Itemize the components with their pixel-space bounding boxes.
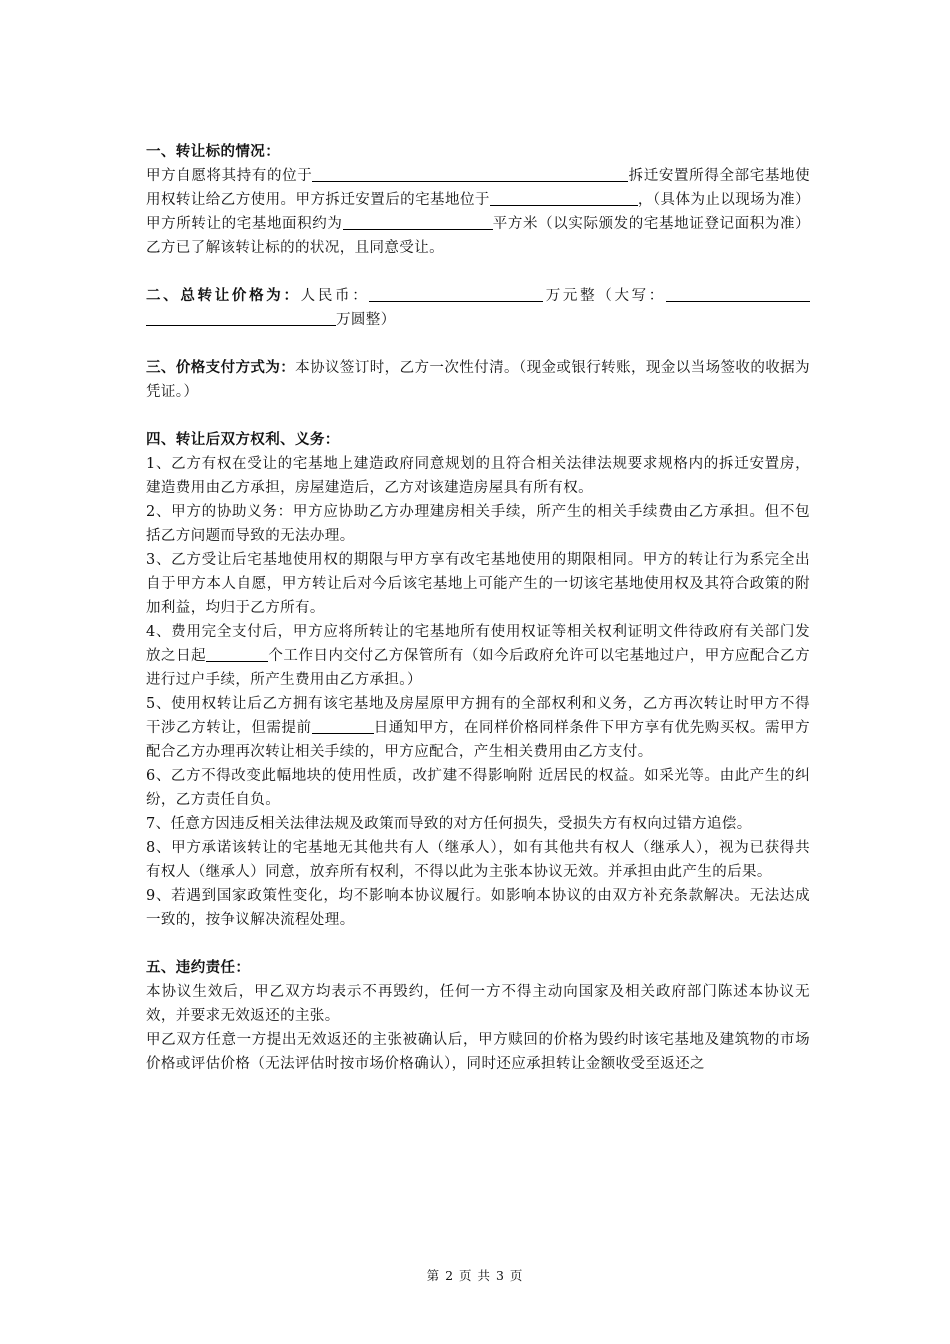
clause-8: 8、甲方承诺该转让的宅基地无其他共有人（继承人），如有其他共有权人（继承人），视为已获得共有权人（继承人）同意，放弃所有权利，不得以此为主张本协议无效。并承担由此产生的后果。 (146, 840, 810, 880)
section-1 (146, 140, 810, 260)
s3-text-1: 本协议签订时，乙方一次性付清。（现金或银行转账，现金以当场签收的收据为凭证。） (146, 360, 810, 400)
section-4 (146, 428, 810, 932)
s1-text-2: 拆迁安置所得全部宅基地使用权转让给乙方使用。甲方拆迁安置后的宅基地位于 (146, 168, 810, 208)
clause-2: 2、甲方的协助义务：甲方应协助乙方办理建房相关手续，所产生的相关手续费由乙方承担。但不包括乙方问题而导致的无法办理。 (146, 504, 810, 544)
clause-4-text-a: 4、费用完全支付后，甲方应将所转让的宅基地所有使用权证等相关权利证明文件待政府有关部门发放之日起 (146, 624, 810, 664)
area-blank (343, 213, 493, 230)
section-2-body (146, 284, 810, 332)
section-5-para-2: 甲乙双方任意一方提出无效返还的主张被确认后，甲方赎回的价格为毁约时该宅基地及建筑物的市场价格或评估价格（无法评估时按市场价格确认），同时还应承担转让金额收受至返还之 (146, 1032, 810, 1072)
s2-text-3: 万圆整） (336, 312, 396, 328)
s2-text-2: 万元整（大写： (543, 288, 666, 304)
s1-text-3: ，（具体为止以现场为准）甲方所转让的宅基地面积约为 (146, 192, 810, 232)
notice-days-blank (312, 717, 374, 734)
s2-text-1: 人民币： (300, 288, 370, 304)
clause-5 (146, 692, 810, 764)
section-3-body (146, 356, 810, 404)
clause-6: 6、乙方不得改变此幅地块的使用性质，改扩建不得影响附 近居民的权益。如采光等。由此产生的纠纷，乙方责任自负。 (146, 768, 810, 808)
price-words-blank-2 (146, 309, 336, 326)
clause-1: 1、乙方有权在受让的宅基地上建造政府同意规划的且符合相关法律法规要求规格内的拆迁安置房，建造费用由乙方承担，房屋建造后，乙方对该建造房屋具有所有权。 (146, 456, 810, 496)
section-5-heading: 五、违约责任： (146, 960, 251, 976)
location-blank (312, 165, 628, 182)
section-3-heading: 三、价格支付方式为： (146, 360, 296, 376)
section-3 (146, 356, 810, 404)
section-1-heading: 一、转让标的情况： (146, 144, 281, 160)
clause-4 (146, 620, 810, 692)
clause-5-text-a: 5、使用权转让后乙方拥有该宅基地及房屋原甲方拥有的全部权利和义务，乙方再次转让时甲方不得干涉乙方转让，但需提前 (146, 696, 810, 736)
price-words-blank-1 (666, 285, 810, 302)
new-location-blank (490, 189, 638, 206)
price-number-blank (369, 285, 543, 302)
workdays-blank (206, 645, 268, 662)
clause-5-text-b: 日通知甲方，在同样价格同样条件下甲方享有优先购买权。需甲方配合乙方办理再次转让相关手续的，甲方应配合，产生相关费用由乙方支付。 (146, 720, 810, 760)
s1-text-4: 平方米（以实际颁发的宅基地证登记面积为准）乙方已了解该转让标的的状况，且同意受让。 (146, 216, 810, 256)
clause-4-text-b: 个工作日内交付乙方保管所有（如今后政府允许可以宅基地过户，甲方应配合乙方进行过户手续，所产生费用由乙方承担。） (146, 648, 810, 688)
section-2 (146, 284, 810, 332)
s1-text-1: 甲方自愿将其持有的位于 (146, 168, 313, 184)
document-page (146, 140, 810, 1076)
section-2-heading: 二、总转让价格为： (146, 288, 301, 304)
clause-9: 9、若遇到国家政策性变化，均不影响本协议履行。如影响本协议的由双方补充条款解决。无法达成一致的，按争议解决流程处理。 (146, 888, 810, 928)
section-5-para-1: 本协议生效后，甲乙双方均表示不再毁约，任何一方不得主动向国家及相关政府部门陈述本协议无效，并要求无效返还的主张。 (146, 984, 810, 1024)
clause-3: 3、乙方受让后宅基地使用权的期限与甲方享有改宅基地使用的期限相同。甲方的转让行为系完全出自于甲方本人自愿，甲方转让后对今后该宅基地上可能产生的一切该宅基地使用权及其符合政策的附加利益，均归于乙方所有。 (146, 552, 810, 616)
page-footer: 第 2 页 共 3 页 (426, 1268, 524, 1283)
section-1-body (146, 164, 810, 260)
clause-7: 7、任意方因违反相关法律法规及政策而导致的对方任何损失，受损失方有权向过错方追偿。 (146, 816, 752, 832)
section-4-heading: 四、转让后双方权利、义务： (146, 432, 340, 448)
section-5 (146, 956, 810, 1076)
